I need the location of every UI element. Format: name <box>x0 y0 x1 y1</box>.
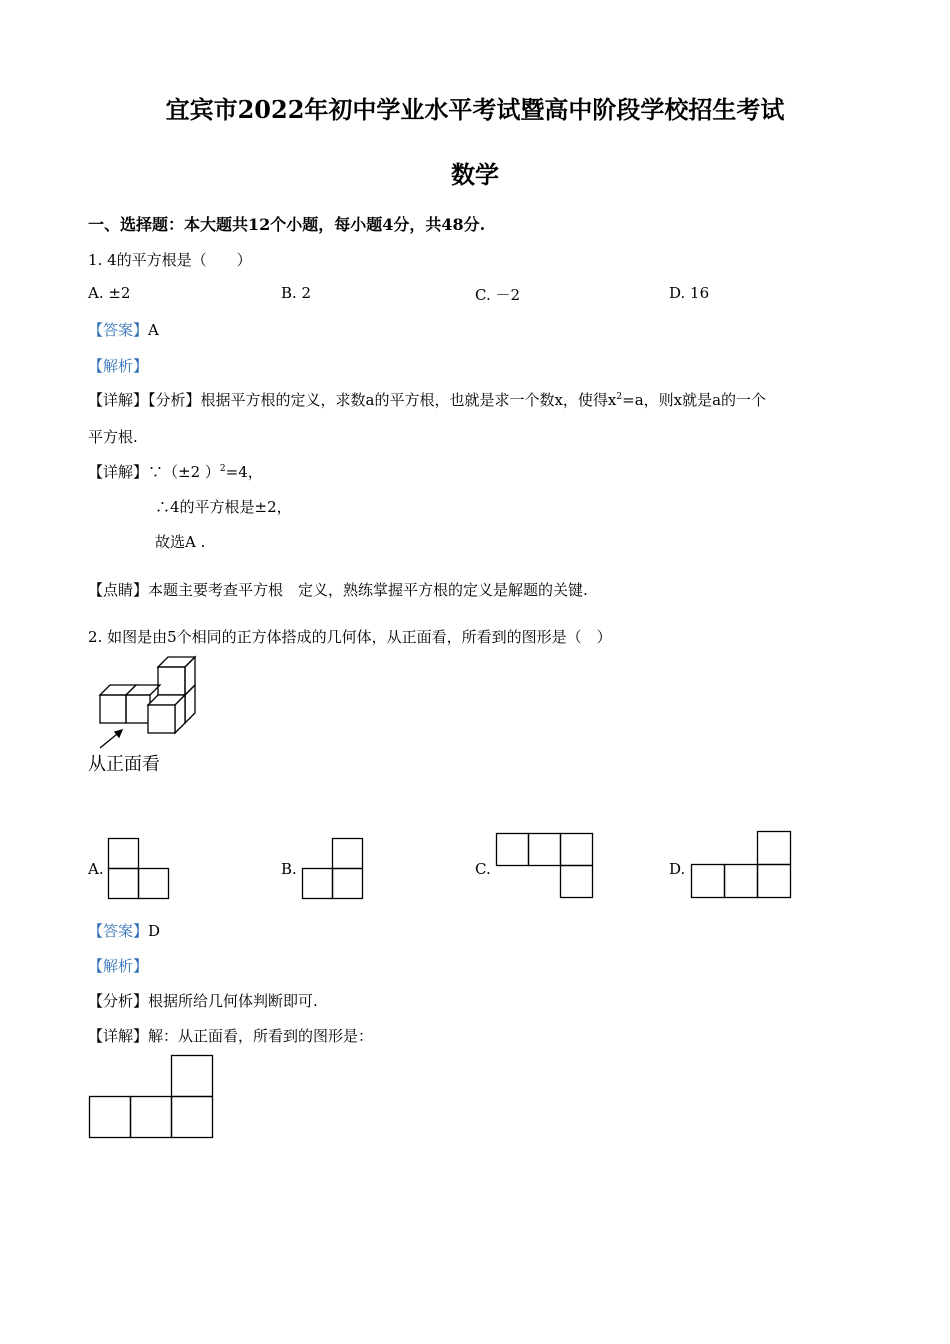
q2-option-c-label: C. <box>475 860 491 878</box>
q2-option-c-shape <box>496 833 594 899</box>
subject-title: 数学 <box>451 160 499 189</box>
detail-tag: 【详解】 <box>88 463 149 481</box>
q1-option-b: B. 2 <box>281 284 312 302</box>
q1-option-d: D. 16 <box>669 284 710 302</box>
q1-option-c: C. －2 <box>475 286 521 304</box>
q1-option-a: A. ±2 <box>88 284 131 302</box>
superscript: 2 <box>219 464 226 474</box>
q1-detail-line1 <box>88 461 263 482</box>
q2-analysis <box>88 990 318 1011</box>
q2-detail <box>88 1025 373 1046</box>
q1-comment <box>88 579 588 600</box>
q2-analysis-tag: 【解析】 <box>88 957 149 975</box>
q2-option-b-shape <box>302 838 364 900</box>
q1-analysis-line1 <box>88 389 766 410</box>
q1-stem: 1. 4的平方根是（ ） <box>88 251 252 269</box>
q2-option-d-shape <box>691 831 791 899</box>
answer-value: D <box>148 922 161 940</box>
detail-text: 解：从正面看，所看到的图形是： <box>148 1027 374 1045</box>
answer-value: A <box>148 321 159 339</box>
q2-option-a-label: A. <box>88 860 104 878</box>
comment-text: 本题主要考查平方根 定义，熟练掌握平方根的定义是解题的关键. <box>148 581 588 599</box>
q2-solution-shape <box>89 1055 215 1141</box>
q1-analysis-line2: 平方根. <box>88 428 138 446</box>
analysis-text-b: =a，则x就是a的一个 <box>622 391 767 409</box>
q2-option-a-shape <box>108 838 170 900</box>
detail-text-a: ∵（±2 ） <box>148 463 220 481</box>
analysis-tag: 【分析】 <box>88 992 149 1010</box>
figure-caption: 从正面看 <box>88 754 160 775</box>
analysis-text-a: 根据平方根的定义，求数a的平方根，也就是求一个数x，使得x <box>200 391 617 409</box>
comment-tag: 【点睛】 <box>88 581 149 599</box>
analysis-text: 根据所给几何体判断即可. <box>148 992 318 1010</box>
superscript: 2 <box>616 392 623 402</box>
q1-answer-line <box>88 319 159 340</box>
q2-option-d-label: D. <box>669 860 686 878</box>
answer-tag: 【答案】 <box>88 922 149 940</box>
q1-detail-line3: 故选A . <box>155 533 206 551</box>
section-heading: 一、选择题：本大题共12个小题，每小题4分，共48分. <box>88 215 486 234</box>
q1-analysis-tag: 【解析】 <box>88 357 149 375</box>
detail-text-b: =4， <box>225 463 263 481</box>
analysis-tag: 【详解】【分析】 <box>88 391 201 409</box>
q1-detail-line2: ∴4的平方根是±2， <box>155 498 292 516</box>
q2-option-b-label: B. <box>281 860 297 878</box>
cube-figure <box>88 650 208 750</box>
answer-tag: 【答案】 <box>88 321 149 339</box>
q2-answer-line <box>88 920 160 941</box>
q2-stem: 2. 如图是由5个相同的正方体搭成的几何体，从正面看，所看到的图形是（ ） <box>88 628 612 646</box>
detail-tag: 【详解】 <box>88 1027 149 1045</box>
page-title: 宜宾市2022年初中学业水平考试暨高中阶段学校招生考试 <box>165 95 785 124</box>
